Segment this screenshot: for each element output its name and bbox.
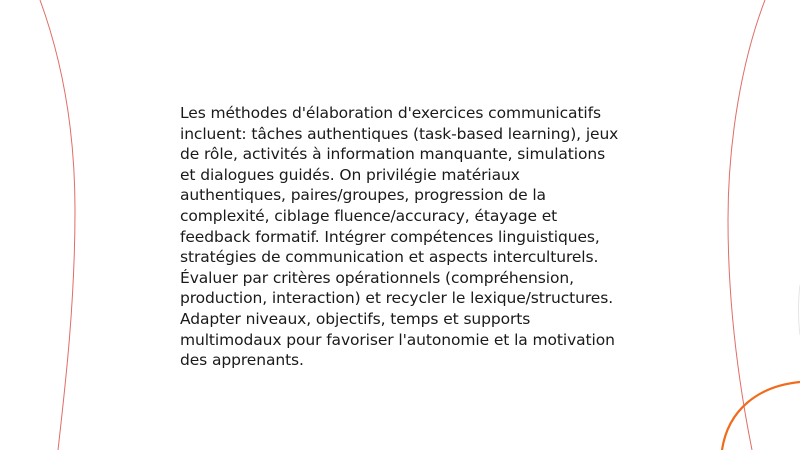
orange-accent-arc <box>722 382 800 450</box>
left-thin-curve <box>40 0 75 450</box>
right-thin-curve <box>728 0 765 450</box>
body-paragraph: Les méthodes d'élaboration d'exercices communicatifs incluent: tâches authentiques (task-based learning), jeux de rôle, activités à information manquante, simulations et dialogues guidés. On privilégie matériaux authentiques, paires/groupes, progression de la complexité, ciblage fluence/accuracy, étayage et feedback formatif. Intégrer compétences linguistiques, stratégies de communication et aspects interculturels. Évaluer par critères opérationnels (compréhension, production, interaction) et recycler le lexique/structures. Adapter niveaux, objectifs, temps et supports multimodaux pour favoriser l'autonomie et la motivation des apprenants. <box>180 104 619 370</box>
